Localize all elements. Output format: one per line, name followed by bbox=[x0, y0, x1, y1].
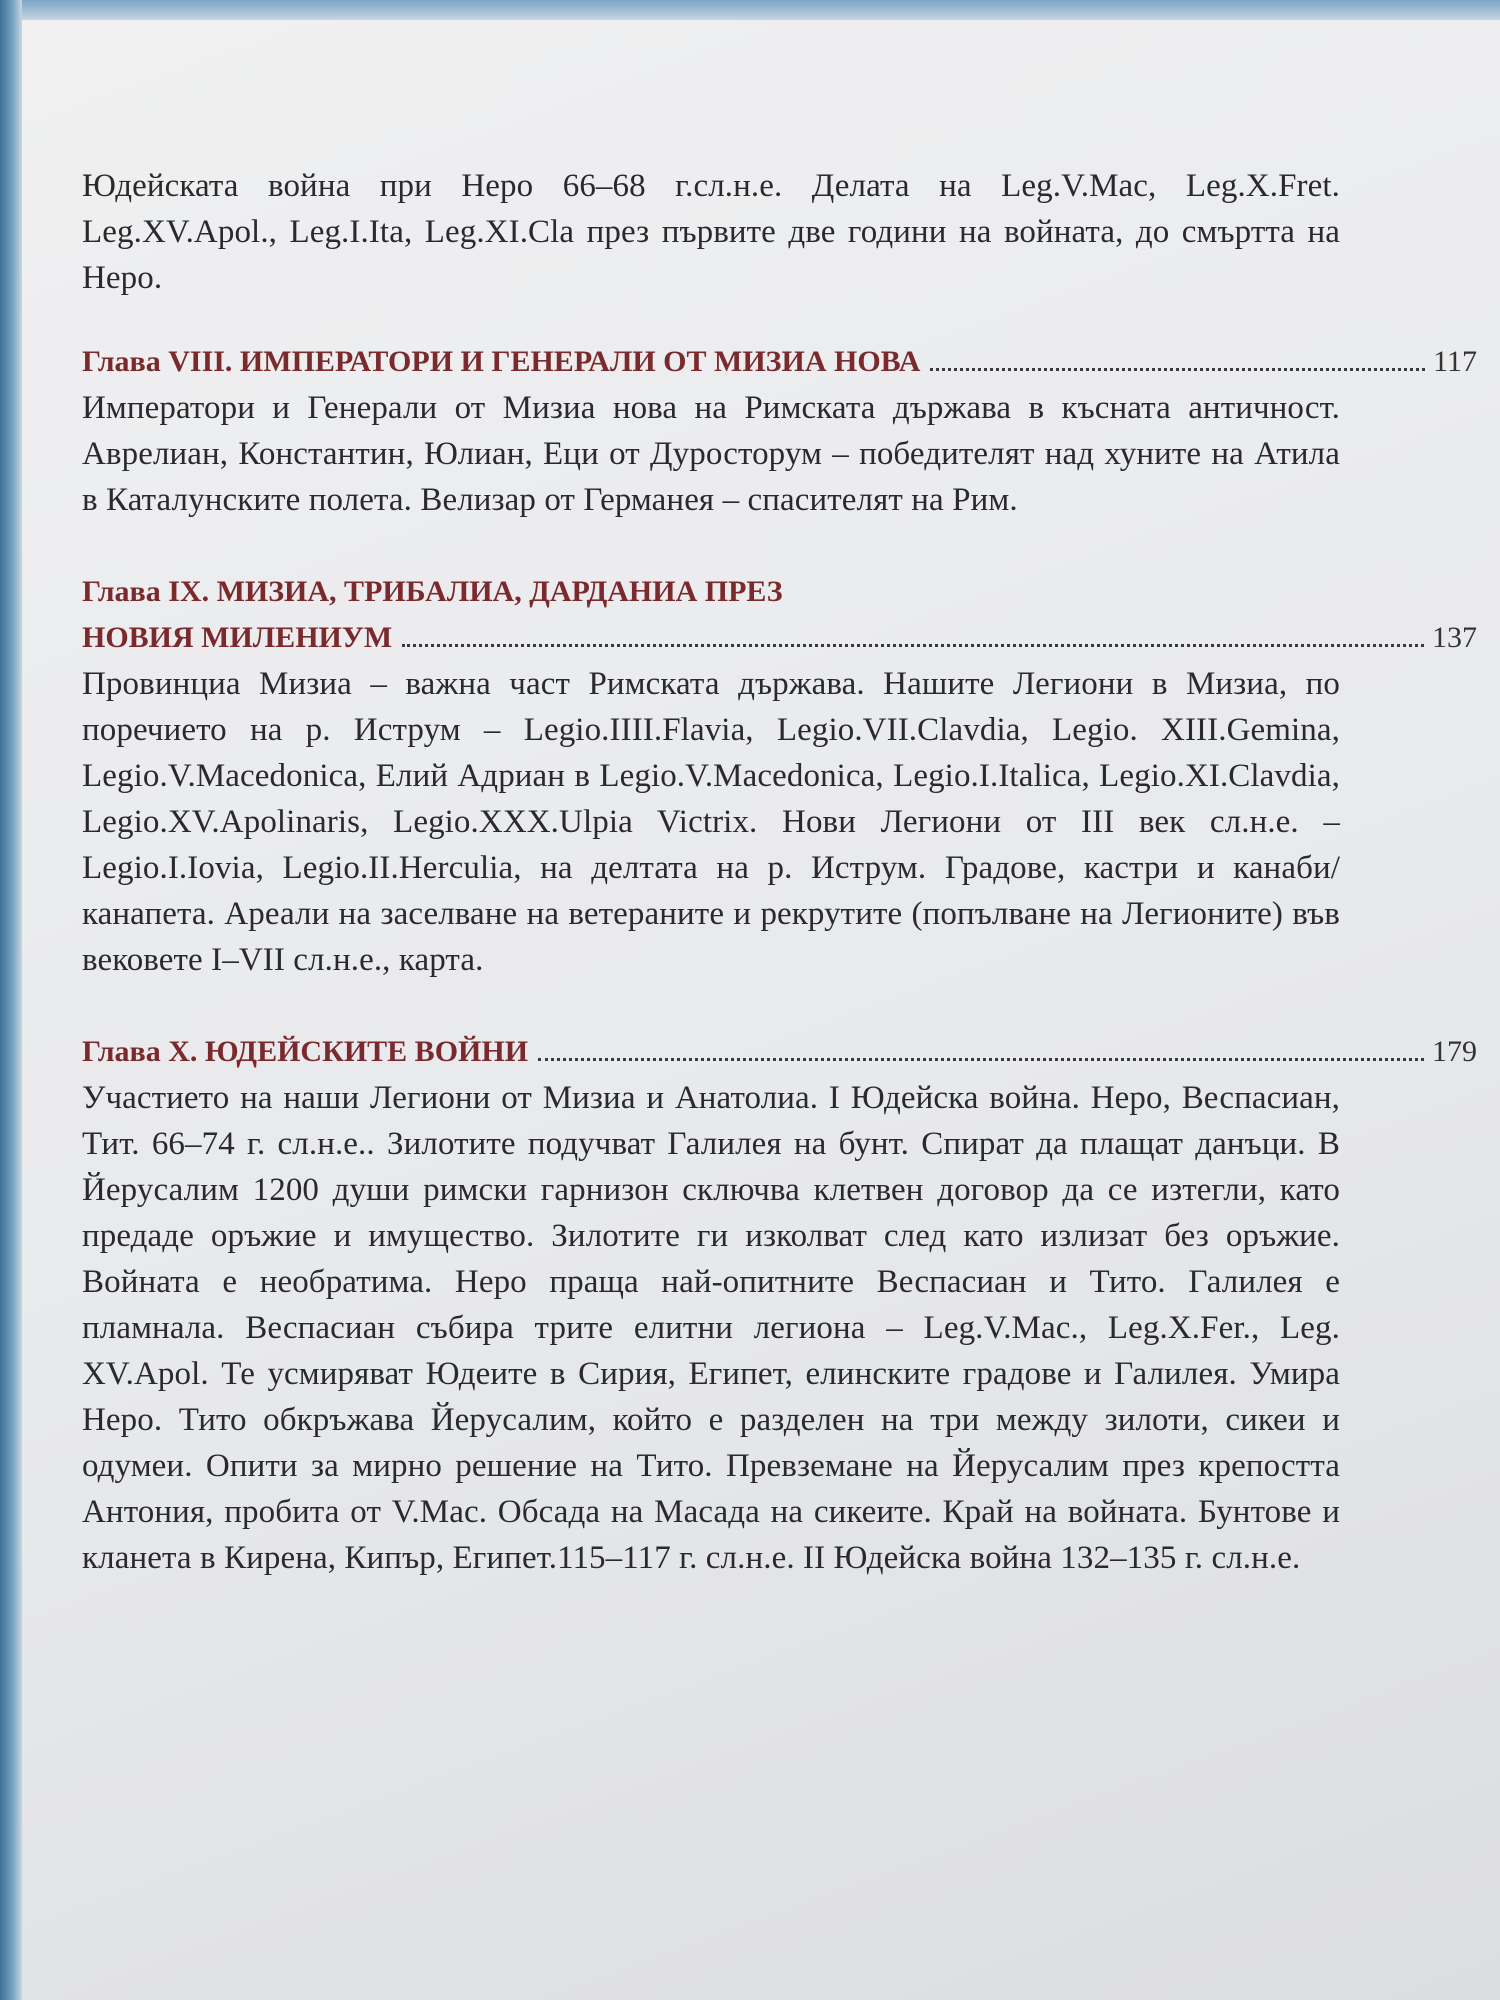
chapter-9-heading bbox=[82, 615, 1477, 661]
chapter-9-title-line2: НОВИЯ МИЛЕНИУМ bbox=[82, 621, 393, 654]
chapter-8-page-number: 117 bbox=[1433, 345, 1477, 378]
chapter-9-page-number: 137 bbox=[1432, 621, 1477, 654]
chapter-9-summary: Провинциа Мизиа – важна част Римската държава. Нашите Легиони в Мизиа, по поречието на р. Иструм – Legio.IIII.Flavia, Legio.VII.Clavdia, Legio. XIII.Gemina, Legio.V.Macedonica, Елий Адриан в Legio.V.Macedonica, Legio.I.Italica, Legio.XI.Clavdia, Legio.XV.Apolinaris, Legio.XXX.Ulpia Victrix. Нови Легиони от III век сл.н.е. – Legio.I.Iovia, Legio.II.Herculia, на делтата на р. Иструм. Градове, кастри и канаби/канапета. Ареали на заселване на ветераните и рекрутите (попълване на Легионите) във вековете I–VII сл.н.е., карта. bbox=[82, 666, 1340, 978]
chapter-10-summary: Участието на наши Легиони от Мизиа и Анатолиа. I Юдейска война. Неро, Веспасиан, Тит. 66–74 г. сл.н.е.. Зилотите подучват Галилея на бунт. Спират да плащат данъци. В Йерусалим 1200 души римски гарнизон сключва клетвен договор да се изтегли, като предаде оръжие и имущество. Зилотите ги изколват след като излизат без оръжие. Войната е необратима. Неро праща най-опитните Веспасиан и Тито. Галилея е пламнала. Веспасиан събира трите елитни легиона – Leg.V.Mac., Leg.X.Fer., Leg. XV.Apol. Те усмиряват Юдеите в Сирия, Египет, елинските градове и Галилея. Умира Неро. Тито обкръжава Йерусалим, който е разделен на три между зилоти, сикеи и одумеи. Опити за мирно решение на Тито. Превземане на Йерусалим през крепостта Антония, пробита от V.Mac. Обсада на Масада на сикеите. Край на войната. Бунтове и кланета в Кирена, Кипър, Египет.115–117 г. сл.н.е. II Юдейска война 132–135 г. сл.н.е. bbox=[82, 1080, 1340, 1576]
dot-leader bbox=[930, 368, 1425, 371]
intro-paragraph: Юдейската война при Неро 66–68 г.сл.н.е. Делата на Leg.V.Mac, Leg.X.Fret. Leg.XV.Apol., Leg.I.Ita, Leg.XI.Cla през първите две години на войната, до смъртта на Неро. bbox=[82, 168, 1340, 296]
chapter-10-heading bbox=[82, 1029, 1477, 1075]
chapter-8-title: Глава VIII. ИМПЕРАТОРИ И ГЕНЕРАЛИ ОТ МИЗИА НОВА bbox=[82, 345, 921, 378]
chapter-8-summary: Императори и Генерали от Мизиа нова на Римската държава в късната античност. Аврелиан, Константин, Юлиан, Еци от Дуросторум – победителят над хуните на Атила в Каталунските полета. Велизар от Германея – спасителят на Рим. bbox=[82, 390, 1340, 518]
dot-leader bbox=[402, 644, 1424, 647]
chapter-8-heading bbox=[82, 339, 1477, 385]
chapter-10-title: Глава X. ЮДЕЙСКИТЕ ВОЙНИ bbox=[82, 1035, 529, 1068]
chapter-9-title-line1: Глава IX. МИЗИА, ТРИБАЛИА, ДАРДАНИА ПРЕЗ bbox=[82, 575, 783, 608]
chapter-10-page-number: 179 bbox=[1432, 1035, 1477, 1068]
dot-leader bbox=[538, 1058, 1424, 1061]
book-cover-edge bbox=[0, 0, 22, 2000]
table-of-contents bbox=[82, 163, 1477, 1581]
